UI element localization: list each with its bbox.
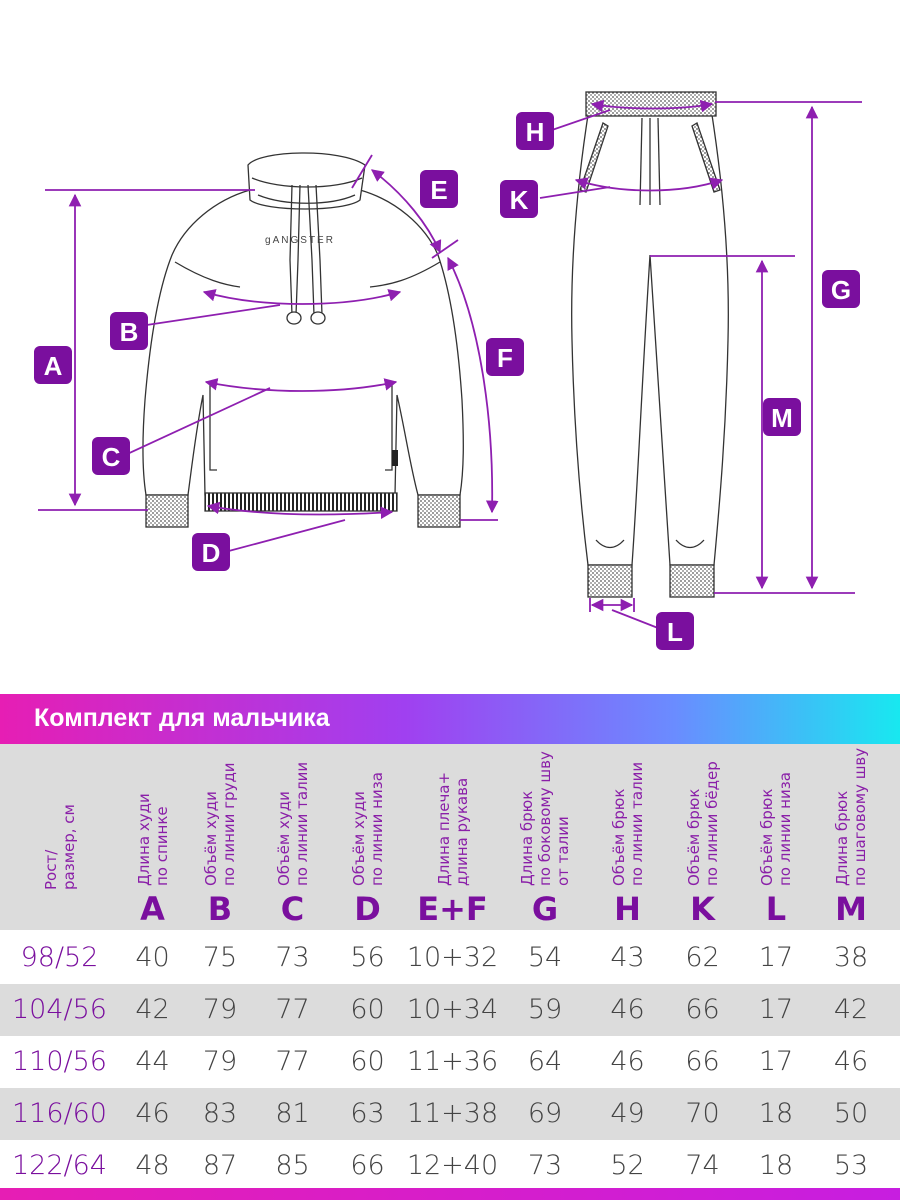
header-col-8 (665, 744, 740, 930)
size-cell: 122/64 (12, 1150, 107, 1181)
value-cell: 48 (135, 1150, 170, 1181)
header-col-3 (255, 744, 330, 930)
header-label (435, 772, 471, 886)
header-label (833, 748, 869, 886)
svg-text:E: E (430, 175, 448, 205)
value-cell: 46 (610, 1046, 645, 1077)
header-label (202, 762, 238, 886)
label-badge-g (822, 270, 860, 308)
size-cell: 110/56 (12, 1046, 107, 1077)
table-row (0, 1036, 900, 1088)
value-cell: 59 (527, 994, 563, 1025)
value-cell: 79 (202, 1046, 238, 1077)
label-badge-c (92, 437, 130, 475)
label-badge-k (500, 180, 538, 218)
header-col-10 (812, 744, 890, 930)
header-label-line: Объём худи (202, 791, 220, 886)
table-row (0, 1088, 900, 1140)
value-cell: 64 (527, 1046, 563, 1077)
svg-text:F: F (497, 343, 513, 373)
header-label (275, 762, 311, 886)
value-cell: 44 (135, 1046, 170, 1077)
value-cell: 11+38 (406, 1098, 499, 1129)
label-badge-e (420, 170, 458, 208)
value-cell: 83 (202, 1098, 238, 1129)
table-title-banner (0, 694, 900, 744)
size-cell: 104/56 (12, 994, 107, 1025)
value-cell: 60 (350, 1046, 385, 1077)
header-letter: L (765, 890, 787, 928)
value-cell: 56 (350, 942, 385, 973)
header-label-line: Длина брюк (518, 790, 536, 886)
table-title: Комплект для мальчика (34, 704, 330, 732)
value-cell: 77 (275, 994, 310, 1025)
header-label-line: Рост/ (41, 849, 60, 890)
header-label-line: Длина брюк (833, 790, 851, 886)
value-cell: 66 (685, 1046, 720, 1077)
header-letter: E+F (417, 890, 488, 928)
pants-drawing (572, 92, 729, 597)
header-label-line: размер, см (59, 804, 78, 890)
header-letter: A (140, 890, 165, 928)
header-label-line: по боковому шву (536, 751, 554, 886)
label-badge-f (486, 338, 524, 376)
header-label-line: Объём худи (274, 791, 293, 886)
header-label (135, 793, 171, 886)
value-cell: 46 (135, 1098, 170, 1129)
value-cell: 73 (527, 1150, 563, 1181)
value-cell: 63 (350, 1098, 385, 1129)
svg-text:L: L (667, 617, 683, 647)
label-badge-h (516, 112, 554, 150)
svg-text:D: D (201, 538, 221, 568)
value-cell: 46 (610, 994, 645, 1025)
value-cell: 74 (685, 1150, 720, 1181)
value-cell: 17 (758, 1046, 794, 1077)
value-cell: 43 (610, 942, 645, 973)
value-cell: 12+40 (406, 1150, 499, 1181)
value-cell: 52 (610, 1150, 645, 1181)
size-cell: 98/52 (20, 942, 99, 973)
header-letter: G (531, 890, 559, 928)
header-letter: B (207, 890, 233, 928)
table-header (0, 744, 900, 930)
header-label (350, 772, 386, 886)
header-label-line: по линии бёдер (702, 761, 721, 886)
value-cell: 18 (758, 1098, 794, 1129)
label-badge-l (656, 612, 694, 650)
header-label-line: по линии талии (627, 761, 646, 886)
value-cell: 38 (833, 942, 869, 973)
header-letter: D (354, 890, 381, 928)
value-cell: 60 (350, 994, 385, 1025)
value-cell: 79 (202, 994, 238, 1025)
value-cell: 49 (610, 1098, 645, 1129)
value-cell: 40 (135, 942, 170, 973)
header-label (685, 761, 721, 886)
label-badge-m (763, 398, 801, 436)
header-col-4 (330, 744, 405, 930)
header-label (610, 762, 646, 886)
svg-text:C: C (101, 442, 121, 472)
value-cell: 46 (833, 1046, 869, 1077)
value-cell: 70 (685, 1098, 720, 1129)
header-label-line: по линии груди (220, 762, 238, 886)
header-label-line: по линии низа (367, 772, 386, 886)
value-cell: 62 (685, 942, 720, 973)
header-letter: M (835, 890, 867, 928)
value-cell: 53 (833, 1150, 869, 1181)
svg-text:M: M (771, 403, 793, 433)
value-cell: 87 (202, 1150, 238, 1181)
value-cell: 73 (275, 942, 310, 973)
header-label (42, 804, 78, 890)
header-label-line: по линии низа (776, 772, 794, 886)
svg-text:B: B (119, 317, 139, 347)
value-cell: 77 (275, 1046, 310, 1077)
header-label-line: по линии талии (292, 761, 311, 886)
value-cell: 17 (758, 994, 794, 1025)
header-label-line: от талии (554, 816, 572, 886)
header-label-line: по шаговому шву (851, 747, 869, 886)
table-row (0, 984, 900, 1036)
value-cell: 17 (758, 942, 794, 973)
header-label-line: по спинке (152, 806, 171, 886)
value-cell: 42 (833, 994, 869, 1025)
header-col-6 (500, 744, 590, 930)
label-badge-d (192, 533, 230, 571)
svg-text:K: K (509, 185, 529, 215)
header-col-9 (740, 744, 812, 930)
value-cell: 66 (350, 1150, 385, 1181)
value-cell: 50 (833, 1098, 869, 1129)
svg-text:A: A (43, 351, 63, 381)
value-cell: 81 (275, 1098, 310, 1129)
value-cell: 75 (202, 942, 238, 973)
header-col-0 (12, 744, 107, 930)
header-col-5 (405, 744, 500, 930)
hoodie-drawing (143, 153, 463, 527)
size-cell: 116/60 (12, 1098, 107, 1129)
header-label-line: Длина худи (134, 793, 153, 886)
value-cell: 11+36 (406, 1046, 499, 1077)
value-cell: 66 (685, 994, 720, 1025)
bottom-accent-bar (0, 1188, 900, 1200)
value-cell: 54 (527, 942, 563, 973)
header-col-1 (120, 744, 185, 930)
header-label-line: Объём брюк (758, 788, 776, 886)
header-label-line: Длина плеча+ (434, 771, 453, 886)
value-cell: 18 (758, 1150, 794, 1181)
label-badge-b (110, 312, 148, 350)
header-letter: H (614, 890, 641, 928)
value-cell: 42 (135, 994, 170, 1025)
header-letter: K (690, 890, 715, 928)
table-row (0, 1140, 900, 1192)
header-col-2 (185, 744, 255, 930)
header-label (758, 772, 794, 886)
header-letter: C (280, 890, 305, 928)
label-badge-a (34, 346, 72, 384)
value-cell: 85 (275, 1150, 310, 1181)
header-label-line: Объём худи (349, 791, 368, 886)
header-label-line: Объём брюк (609, 788, 628, 886)
value-cell: 10+34 (406, 994, 499, 1025)
value-cell: 69 (527, 1098, 563, 1129)
svg-text:G: G (830, 275, 852, 305)
brand-print: gANGSTER (265, 235, 335, 246)
header-label-line: Объём брюк (684, 788, 703, 886)
svg-text:H: H (525, 117, 545, 147)
value-cell: 10+32 (406, 942, 499, 973)
table-row (0, 932, 900, 984)
header-label-line: длина рукава (452, 777, 471, 886)
header-label (518, 751, 572, 886)
header-col-7 (590, 744, 665, 930)
